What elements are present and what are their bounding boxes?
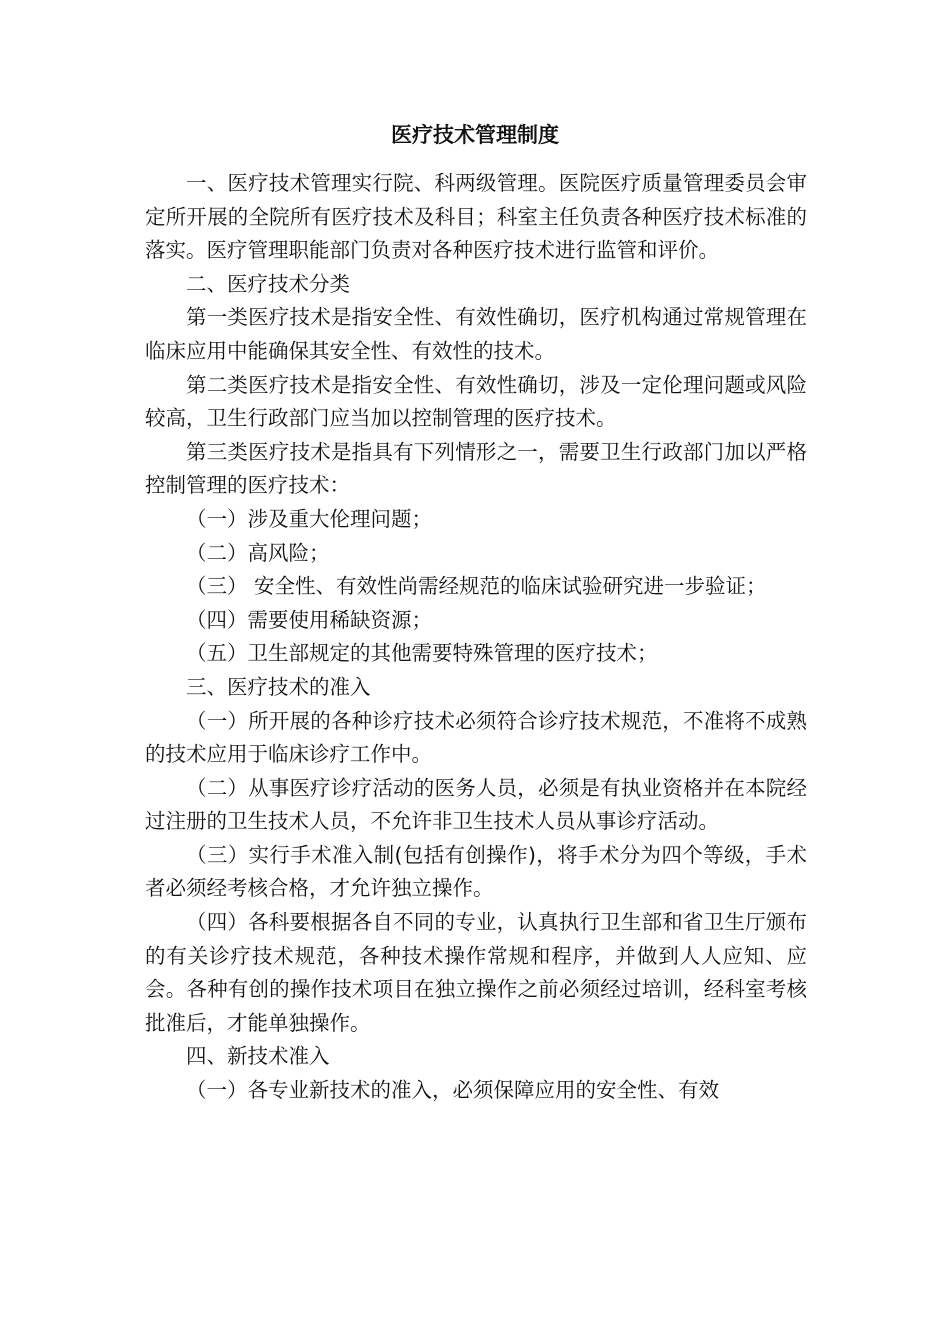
paragraph-class-two: 第二类医疗技术是指安全性、有效性确切，涉及一定伦理问题或风险较高，卫生行政部门应当加以控制管理的医疗技术。 — [145, 372, 807, 431]
list-item-special-management: （五）卫生部规定的其他需要特殊管理的医疗技术； — [186, 641, 658, 666]
heading-technology-classification: 二、医疗技术分类 — [186, 271, 350, 296]
list-item-clinical-trial: （三） 安全性、有效性尚需经规范的临床试验研究进一步验证； — [186, 574, 767, 599]
document-body — [145, 167, 807, 1108]
list-item-ethics: （一）涉及重大伦理问题； — [186, 506, 432, 531]
paragraph-access-personnel: （二）从事医疗诊疗活动的医务人员，必须是有执业资格并在本院经过注册的卫生技术人员，不允许非卫生技术人员从事诊疗活动。 — [145, 775, 807, 834]
list-item-high-risk: （二）高风险； — [186, 540, 330, 565]
list-item-scarce-resources: （四）需要使用稀缺资源； — [186, 607, 432, 632]
paragraph-class-three: 第三类医疗技术是指具有下列情形之一，需要卫生行政部门加以严格控制管理的医疗技术： — [145, 439, 807, 498]
paragraph-access-standards: （一）所开展的各种诊疗技术必须符合诊疗技术规范，不准将不成熟的技术应用于临床诊疗工作中。 — [145, 708, 807, 767]
heading-technology-access: 三、医疗技术的准入 — [186, 674, 371, 699]
paragraph-class-one: 第一类医疗技术是指安全性、有效性确切，医疗机构通过常规管理在临床应用中能确保其安全性、有效性的技术。 — [145, 305, 807, 363]
document-title: 医疗技术管理制度 — [391, 123, 559, 147]
heading-new-technology-access: 四、新技术准入 — [186, 1044, 330, 1069]
paragraph-access-surgery: （三）实行手术准入制(包括有创操作)，将手术分为四个等级，手术者必须经考核合格，才允许独立操作。 — [145, 842, 807, 901]
paragraph-new-technology: （一）各专业新技术的准入，必须保障应用的安全性、有效 — [186, 1078, 719, 1103]
paragraph-management-levels: 一、医疗技术管理实行院、科两级管理。医院医疗质量管理委员会审定所开展的全院所有医疗技术及科目；科室主任负责各种医疗技术标准的落实。医疗管理职能部门负责对各种医疗技术进行监管和评价。 — [145, 171, 807, 263]
paragraph-access-training: （四）各科要根据各自不同的专业，认真执行卫生部和省卫生厅颁布的有关诊疗技术规范，各种技术操作常规和程序，并做到人人应知、应会。各种有创的操作技术项目在独立操作之前必须经过培训，经科室考核批准后，才能单独操作。 — [145, 910, 807, 1035]
